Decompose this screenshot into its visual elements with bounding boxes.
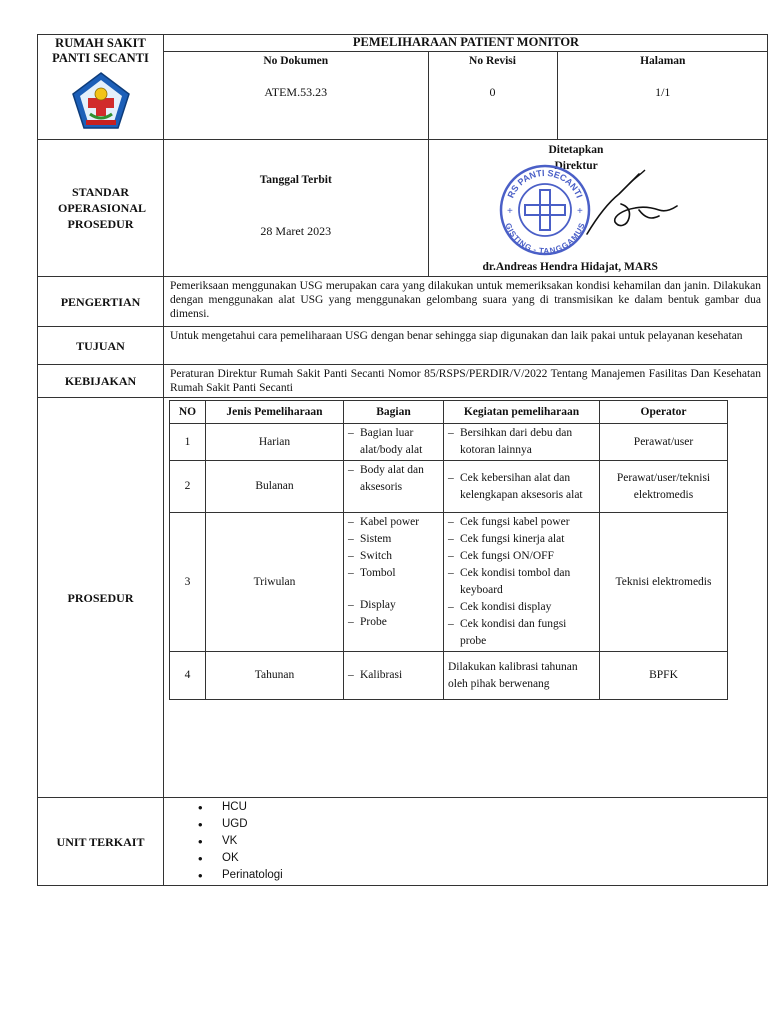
tanggal-label: Tanggal Terbit — [259, 174, 332, 186]
prosedur-cell — [164, 398, 768, 798]
kegiatan-item: – Cek kondisi dan fungsi probe — [448, 616, 595, 650]
bagian-item: – Kalibrasi — [348, 667, 439, 684]
header-bagian: Bagian — [344, 401, 444, 424]
row-bagian — [344, 424, 444, 461]
svg-text:+: + — [506, 206, 513, 217]
svg-text:+: + — [576, 206, 583, 217]
row-jenis: Tahunan — [206, 652, 344, 700]
table-row — [170, 461, 728, 513]
kegiatan-item: – Cek fungsi kabel power — [448, 514, 595, 531]
row-jenis: Harian — [206, 424, 344, 461]
row-bagian — [344, 652, 444, 700]
header-grid — [164, 35, 768, 139]
no-revisi-label: No Revisi — [469, 54, 516, 67]
tujuan-label: TUJUAN — [38, 327, 164, 365]
prosedur-label: PROSEDUR — [38, 398, 164, 798]
header-operator: Operator — [600, 401, 728, 424]
hospital-name: RUMAH SAKIT PANTI SECANTI — [52, 36, 149, 65]
no-revisi-cell — [428, 51, 557, 139]
stamp-bottom-text: GISTING - TANGGAMUS — [502, 221, 587, 256]
director-signature — [576, 164, 689, 244]
tanggal-value: 28 Maret 2023 — [260, 224, 332, 238]
director-name: dr.Andreas Hendra Hidajat, MARS — [482, 261, 658, 273]
ditetapkan-label: Ditetapkan — [548, 144, 604, 156]
row-operator: BPFK — [600, 652, 728, 700]
tujuan-text: Untuk mengetahui cara pemeliharaan USG dengan benar sehingga siap digunakan dan laik pakai untuk pelayanan kesehatan — [164, 327, 768, 365]
list-item: • OK — [222, 850, 767, 867]
row-no: 1 — [170, 424, 206, 461]
row-operator: Teknisi elektromedis — [600, 513, 728, 652]
bagian-item: – Sistem — [348, 531, 439, 548]
kebijakan-text: Peraturan Direktur Rumah Sakit Panti Secanti Nomor 85/RSPS/PERDIR/V/2022 Tentang Manajemen Fasilitas Dan Kesehatan Rumah Sakit Panti Secanti — [164, 365, 768, 398]
list-item: • HCU — [222, 799, 767, 816]
row-kegiatan — [444, 461, 600, 513]
row-no: 2 — [170, 461, 206, 513]
no-revisi-value: 0 — [489, 84, 496, 99]
no-dokumen-label: No Dokumen — [263, 54, 329, 67]
row-no: 3 — [170, 513, 206, 652]
unit-terkait-label: UNIT TERKAIT — [38, 798, 164, 886]
row-operator: Perawat/user/teknisi elektromedis — [600, 461, 728, 513]
row-kegiatan: Dilakukan kalibrasi tahunan oleh pihak berwenang — [444, 652, 600, 700]
row-operator: Perawat/user — [600, 424, 728, 461]
kebijakan-label: KEBIJAKAN — [38, 365, 164, 398]
table-row — [170, 652, 728, 700]
header-right — [164, 35, 768, 140]
prosedur-table — [169, 400, 728, 700]
svg-text:GISTING - TANGGAMUS — [503, 221, 587, 255]
kegiatan-item: – Cek fungsi ON/OFF — [448, 548, 595, 565]
sop-title: STANDAR OPERASIONAL PROSEDUR — [38, 140, 164, 277]
row-bagian — [344, 513, 444, 652]
list-item: • Perinatologi — [222, 867, 767, 884]
halaman-cell — [557, 51, 768, 139]
list-item: • VK — [222, 833, 767, 850]
row-jenis: Bulanan — [206, 461, 344, 513]
bagian-item: – Bagian luar alat/body alat — [348, 425, 439, 459]
no-dokumen-value: ATEM.53.23 — [264, 84, 328, 99]
list-item: • UGD — [222, 816, 767, 833]
kegiatan-item: – Cek fungsi kinerja alat — [448, 531, 595, 548]
sop-document — [37, 34, 768, 886]
bagian-item: – Probe — [348, 614, 439, 631]
pengertian-label: PENGERTIAN — [38, 277, 164, 327]
sop-grid — [164, 140, 768, 276]
header-kegiatan: Kegiatan pemeliharaan — [444, 401, 600, 424]
kegiatan-item: – Cek kondisi display — [448, 599, 595, 616]
pengertian-text: Pemeriksaan menggunakan USG merupakan cara yang dilakukan untuk memeriksakan kondisi kehamilan dan janin. Dilakukan dengan menggunakan alat USG yang menggunakan gelombang suara yang di transmisikan ke dalam bentuk gambar dua dimensi. — [164, 277, 768, 327]
row-kegiatan — [444, 513, 600, 652]
no-dokumen-cell — [164, 51, 428, 139]
bagian-item: – Body alat dan aksesoris — [348, 462, 439, 496]
kegiatan-item: – Cek kondisi tombol dan keyboard — [448, 565, 595, 599]
unit-list — [164, 799, 767, 884]
halaman-label: Halaman — [640, 54, 686, 67]
row-no: 4 — [170, 652, 206, 700]
bagian-item: – Switch — [348, 548, 439, 565]
table-row — [170, 513, 728, 652]
halaman-value: 1/1 — [655, 84, 671, 99]
sop-right — [164, 140, 768, 277]
doc-title: PEMELIHARAAN PATIENT MONITOR — [164, 35, 768, 51]
unit-terkait-cell — [164, 798, 768, 886]
stamp-top-text: RS PANTI SECANTI — [505, 167, 584, 200]
bagian-item: – Tombol — [348, 565, 439, 582]
row-bagian — [344, 461, 444, 513]
pengesahan-cell — [428, 140, 768, 276]
row-jenis: Triwulan — [206, 513, 344, 652]
bagian-item: – Kabel power — [348, 514, 439, 531]
hospital-cell — [38, 35, 164, 140]
hospital-logo — [70, 70, 132, 132]
prosedur-header-row — [170, 401, 728, 424]
table-row — [170, 424, 728, 461]
kegiatan-item: – Bersihkan dari debu dan kotoran lainnya — [448, 425, 595, 459]
row-kegiatan — [444, 424, 600, 461]
header-no: NO — [170, 401, 206, 424]
bagian-item: – Display — [348, 597, 439, 614]
header-jenis: Jenis Pemeliharaan — [206, 401, 344, 424]
tanggal-cell — [164, 140, 428, 276]
kegiatan-item: – Cek kebersihan alat dan kelengkapan aksesoris alat — [448, 470, 595, 504]
direktur-label: Direktur — [554, 160, 598, 172]
